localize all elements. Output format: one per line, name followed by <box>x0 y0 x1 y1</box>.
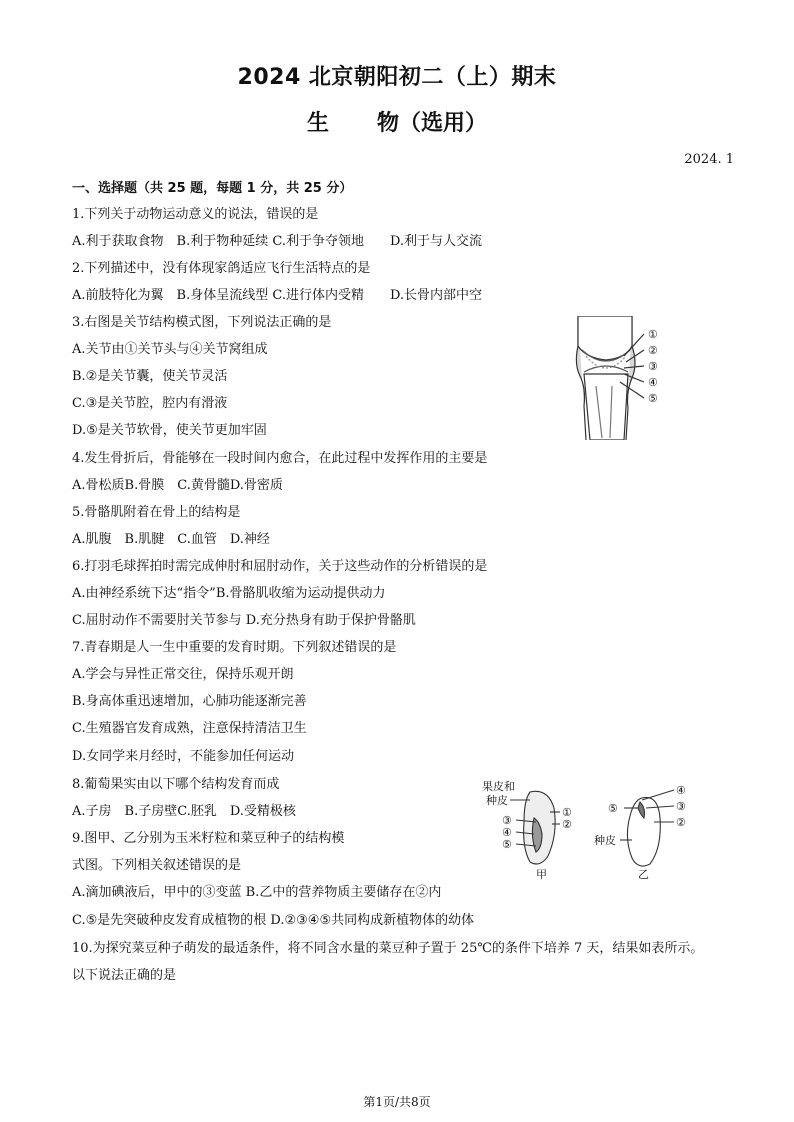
seed-label: ③ <box>502 814 512 827</box>
question-line: C.生殖器官发育成熟，注意保持清洁卫生 <box>72 721 307 736</box>
question-line: A.骨松质B.骨膜 C.黄骨髓D.骨密质 <box>72 478 283 493</box>
seed-label: ② <box>562 818 572 831</box>
seed-label: 种皮 <box>486 794 508 807</box>
joint-label: ③ <box>648 360 658 373</box>
question-line: A.滴加碘液后，甲中的③变蓝 B.乙中的营养物质主要储存在②内 <box>72 885 442 900</box>
joint-label: ② <box>648 344 658 357</box>
joint-illustration <box>576 316 644 440</box>
question-line: B.②是关节囊，使关节灵活 <box>72 369 228 384</box>
question-line: 8.葡萄果实由以下哪个结构发育而成 <box>72 777 280 792</box>
subject-part-a: 生 <box>306 111 329 136</box>
figure-caption-yi: 乙 <box>638 868 649 881</box>
question-line: 9.图甲、乙分别为玉米籽粒和菜豆种子的结构模 <box>72 831 345 846</box>
section-heading: 一、选择题（共 25 题，每题 1 分，共 25 分） <box>72 181 353 196</box>
seed-label: 种皮 <box>594 834 616 847</box>
question-line: A.由神经系统下达“指令”B.骨骼肌收缩为运动提供动力 <box>72 586 386 601</box>
question-line: C.③是关节腔，腔内有滑液 <box>72 396 228 411</box>
question-line: 6.打羽毛球挥拍时需完成伸肘和屈肘动作，关于这些动作的分析错误的是 <box>72 559 488 574</box>
seed-label: ⑤ <box>502 838 512 851</box>
joint-label: ⑤ <box>648 392 658 405</box>
seed-label: ② <box>676 816 686 829</box>
question-line: 3.右图是关节结构模式图，下列说法正确的是 <box>72 315 332 330</box>
seed-label: ① <box>562 806 572 819</box>
question-line: A.学会与异性正常交往，保持乐观开朗 <box>72 667 294 682</box>
subject-part-b: 物（选用） <box>377 111 488 136</box>
bean-seed-illustration <box>620 790 674 866</box>
joint-diagram <box>566 316 676 440</box>
question-line: A.利于获取食物 B.利于物种延续 C.利于争夺领地 D.利于与人交流 <box>72 234 483 249</box>
question-line: 以下说法正确的是 <box>72 968 177 983</box>
joint-label: ④ <box>648 376 658 389</box>
question-line: A.肌腹 B.肌腱 C.血管 D.神经 <box>72 532 270 547</box>
question-line: D.女同学来月经时，不能参加任何运动 <box>72 749 295 764</box>
exam-date: 2024. 1 <box>684 152 734 167</box>
corn-kernel-illustration <box>510 791 560 864</box>
seed-label: 果皮和 <box>482 780 515 793</box>
page-footer: 第1页/共8页 <box>363 1095 431 1109</box>
question-line: 1.下列关于动物运动意义的说法，错误的是 <box>72 207 319 222</box>
question-line: A.子房 B.子房壁C.胚乳 D.受精极核 <box>72 804 296 819</box>
subject-title <box>0 106 794 137</box>
seed-label: ⑤ <box>608 802 618 815</box>
seed-label: ③ <box>676 800 686 813</box>
joint-label: ① <box>648 328 658 341</box>
question-line: D.⑤是关节软骨，使关节更加牢固 <box>72 423 267 438</box>
figure-caption-jia: 甲 <box>536 868 547 881</box>
seed-label: ④ <box>676 784 686 797</box>
question-line: 式图。下列相关叙述错误的是 <box>72 858 242 873</box>
question-line: 10.为探究菜豆种子萌发的最适条件，将不同含水量的菜豆种子置于 25℃的条件下培养 7 天，结果如表所示。 <box>72 941 704 956</box>
question-line: C.⑤是先突破种皮发育成植物的根 D.②③④⑤共同构成新植物体的幼体 <box>72 913 475 928</box>
question-line: 7.青春期是人一生中重要的发育时期。下列叙述错误的是 <box>72 640 397 655</box>
question-line: A.前肢特化为翼 B.身体呈流线型 C.进行体内受精 D.长骨内部中空 <box>72 288 483 303</box>
seed-diagram <box>474 778 728 882</box>
page-title: 2024 北京朝阳初二（上）期末 <box>237 65 557 90</box>
question-line: B.身高体重迅速增加，心肺功能逐渐完善 <box>72 694 307 709</box>
seed-label: ④ <box>502 826 512 839</box>
question-line: C.屈肘动作不需要肘关节参与 D.充分热身有助于保护骨骼肌 <box>72 613 416 628</box>
question-line: A.关节由①关节头与④关节窝组成 <box>72 342 268 357</box>
question-line: 4.发生骨折后，骨能够在一段时间内愈合，在此过程中发挥作用的主要是 <box>72 451 488 466</box>
question-line: 5.骨骼肌附着在骨上的结构是 <box>72 505 241 520</box>
question-line: 2.下列描述中，没有体现家鸽适应飞行生活特点的是 <box>72 261 371 276</box>
